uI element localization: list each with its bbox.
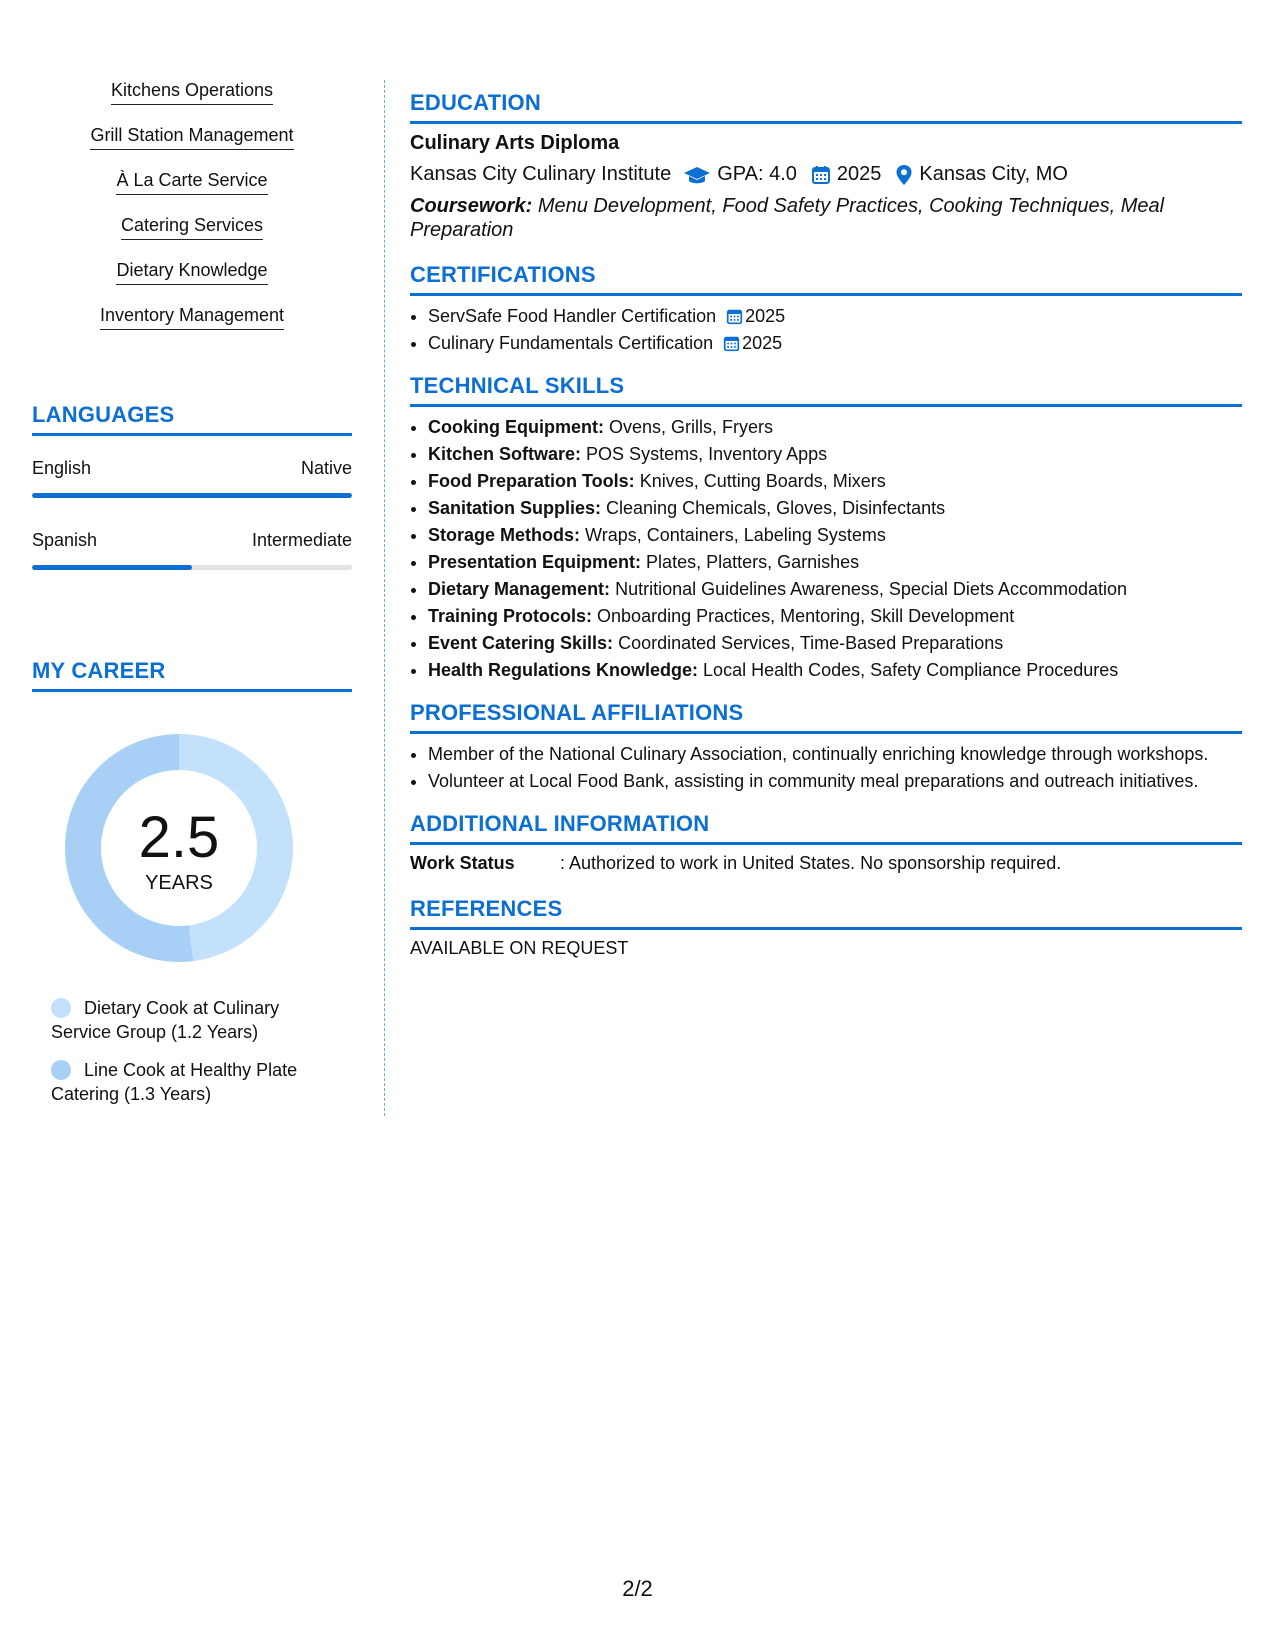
education-school: Kansas City Culinary Institute	[410, 163, 672, 185]
certification-name: • Culinary Fundamentals Certification	[428, 333, 714, 353]
technical-skill-label: Dietary Management:	[428, 579, 611, 599]
language-name: Spanish	[32, 530, 98, 550]
technical-skill-value: Knives, Cutting Boards, Mixers	[639, 471, 886, 491]
skill-label: À La Carte Service	[116, 170, 267, 195]
skill-pill	[32, 80, 352, 125]
graduation-cap-icon	[683, 165, 711, 185]
certifications-list	[410, 304, 1242, 355]
affiliation-item: • Member of the National Culinary Association, continually enriching knowledge through workshops.	[428, 742, 1242, 766]
language-proficiency-fill	[32, 493, 352, 498]
career-total-unit: YEARS	[145, 872, 213, 894]
certification-item	[428, 304, 1242, 328]
technical-skill-label: Health Regulations Knowledge:	[428, 660, 699, 680]
technical-skill-item	[428, 415, 1242, 439]
work-status-label: Work Status	[410, 853, 515, 873]
certification-year: 2025	[742, 333, 783, 353]
skill-label: Dietary Knowledge	[116, 260, 267, 285]
skill-pill	[32, 305, 352, 350]
certification-item	[428, 331, 1242, 355]
technical-skill-value: Onboarding Practices, Mentoring, Skill Development	[597, 606, 1015, 626]
legend-dot-icon	[51, 998, 71, 1018]
column-divider	[384, 80, 385, 1116]
education-degree: Culinary Arts Diploma	[410, 132, 620, 154]
technical-skill-value: Plates, Platters, Garnishes	[646, 552, 860, 572]
technical-skill-item	[428, 442, 1242, 466]
technical-skill-value: Local Health Codes, Safety Compliance Procedures	[703, 660, 1119, 680]
skill-label: Kitchens Operations	[111, 80, 273, 105]
career-legend-item	[51, 1058, 331, 1106]
skills-list	[32, 80, 352, 350]
work-status-row	[410, 853, 1242, 874]
technical-skill-item	[428, 550, 1242, 574]
technical-skills-list	[410, 415, 1242, 682]
technical-skill-value: Cleaning Chemicals, Gloves, Disinfectants	[606, 498, 946, 518]
education-location: Kansas City, MO	[919, 163, 1068, 185]
technical-skill-value: Ovens, Grills, Fryers	[609, 417, 774, 437]
language-name: English	[32, 458, 92, 478]
certification-name: • ServSafe Food Handler Certification	[428, 306, 717, 326]
education-coursework	[410, 194, 1242, 242]
career-total-years: 2.5	[138, 805, 220, 870]
language-item	[32, 458, 352, 498]
calendar-icon	[726, 308, 743, 325]
education-title: EDUCATION	[410, 90, 1242, 124]
skill-pill	[32, 215, 352, 260]
career-legend-label: Line Cook at Healthy Plate Catering (1.3 Years)	[51, 1060, 298, 1104]
technical-skill-label: Cooking Equipment:	[428, 417, 604, 437]
education-year: 2025	[836, 163, 882, 185]
technical-skill-label: Event Catering Skills:	[428, 633, 614, 653]
technical-skill-item	[428, 631, 1242, 655]
coursework-text: Menu Development, Food Safety Practices, Cooking Techniques, Meal Preparation	[410, 195, 1165, 241]
education-gpa: GPA: 4.0	[717, 163, 797, 185]
technical-skill-item	[428, 658, 1242, 682]
career-legend-label: Dietary Cook at Culinary Service Group (1.2 Years)	[51, 998, 280, 1042]
affiliations-list	[410, 742, 1242, 793]
education-meta	[410, 163, 1242, 186]
skill-label: Catering Services	[121, 215, 263, 240]
additional-info-title: ADDITIONAL INFORMATION	[410, 811, 1242, 845]
career-donut-chart	[65, 734, 293, 962]
technical-skill-item	[428, 523, 1242, 547]
technical-skill-label: Sanitation Supplies:	[428, 498, 602, 518]
language-proficiency-bar	[32, 493, 352, 498]
page-number: 2/2	[622, 1576, 653, 1601]
language-level: Native	[300, 458, 352, 478]
calendar-icon	[723, 335, 740, 352]
skill-pill	[32, 260, 352, 305]
legend-dot-icon	[51, 1060, 71, 1080]
technical-skill-label: Food Preparation Tools:	[428, 471, 635, 491]
technical-skill-value: Nutritional Guidelines Awareness, Special Diets Accommodation	[615, 579, 1128, 599]
work-status-value: : Authorized to work in United States. No sponsorship required.	[560, 853, 1062, 873]
skill-label: Grill Station Management	[90, 125, 293, 150]
skill-pill	[32, 125, 352, 170]
calendar-icon	[811, 165, 831, 185]
career-legend	[51, 996, 352, 1106]
languages-title: LANGUAGES	[32, 402, 352, 436]
map-pin-icon	[895, 164, 913, 186]
career-title: MY CAREER	[32, 658, 352, 692]
references-text: AVAILABLE ON REQUEST	[410, 938, 629, 958]
technical-skill-item	[428, 496, 1242, 520]
certifications-title: CERTIFICATIONS	[410, 262, 1242, 296]
technical-skill-item	[428, 577, 1242, 601]
language-level: Intermediate	[251, 530, 352, 550]
career-legend-item	[51, 996, 331, 1044]
coursework-label: Coursework:	[410, 195, 533, 217]
technical-skill-value: Wraps, Containers, Labeling Systems	[585, 525, 886, 545]
skill-pill	[32, 170, 352, 215]
technical-skill-label: Kitchen Software:	[428, 444, 582, 464]
references-title: REFERENCES	[410, 896, 1242, 930]
affiliations-title: PROFESSIONAL AFFILIATIONS	[410, 700, 1242, 734]
technical-skill-label: Training Protocols:	[428, 606, 593, 626]
technical-skill-item	[428, 469, 1242, 493]
language-item	[32, 530, 352, 570]
technical-skills-title: TECHNICAL SKILLS	[410, 373, 1242, 407]
technical-skill-value: Coordinated Services, Time-Based Preparations	[618, 633, 1004, 653]
certification-year: 2025	[745, 306, 786, 326]
affiliation-item: • Volunteer at Local Food Bank, assisting in community meal preparations and outreach initiatives.	[428, 769, 1242, 793]
technical-skill-label: Storage Methods:	[428, 525, 581, 545]
left-column	[32, 80, 352, 1120]
right-column	[410, 90, 1242, 959]
technical-skill-item	[428, 604, 1242, 628]
skill-label: Inventory Management	[100, 305, 284, 330]
technical-skill-label: Presentation Equipment:	[428, 552, 642, 572]
technical-skill-value: POS Systems, Inventory Apps	[586, 444, 828, 464]
